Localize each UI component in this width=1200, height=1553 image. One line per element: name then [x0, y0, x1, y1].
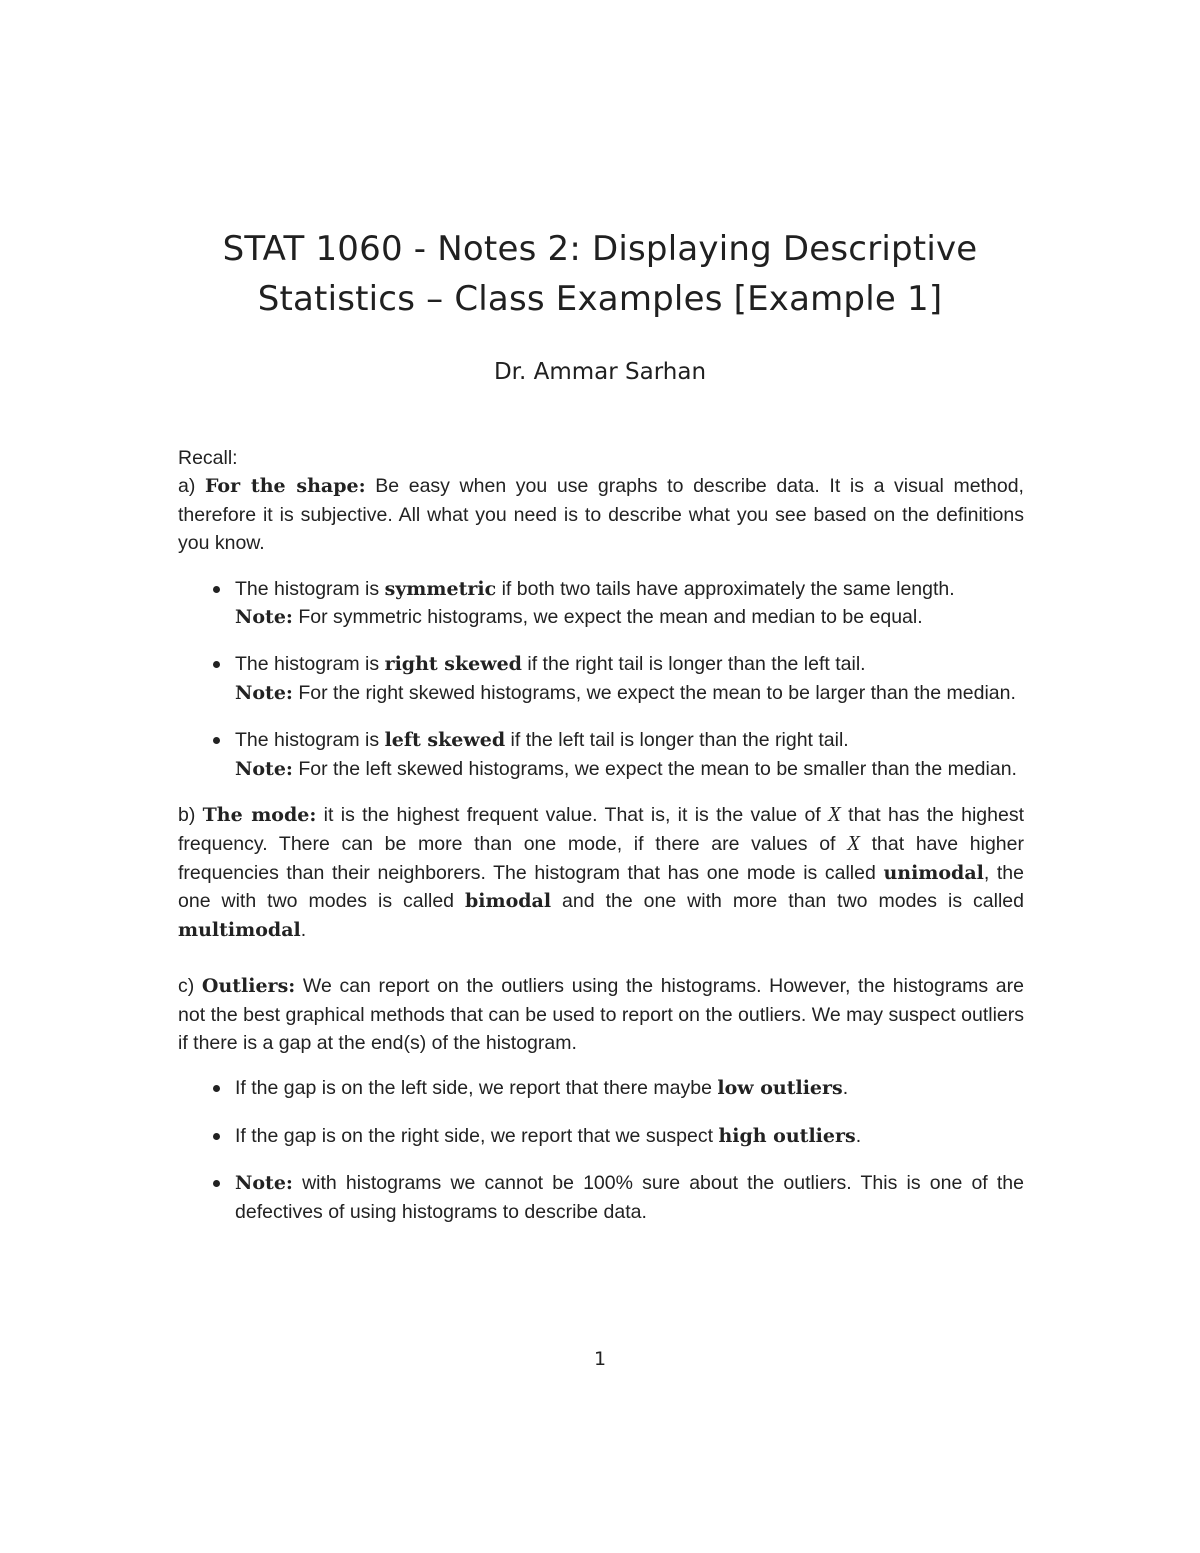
author-name: Dr. Ammar Sarhan: [493, 359, 707, 385]
term-high-outliers: high outliers: [718, 1124, 856, 1147]
term-multimodal: multimodal: [178, 918, 301, 941]
note-label: Note:: [235, 681, 293, 704]
section-b-heading: The mode:: [202, 804, 317, 827]
list-item: If the gap is on the left side, we report that there maybe low outliers.: [178, 1074, 1024, 1102]
section-c-paragraph: c) Outliers: We can report on the outliers using the histograms. However, the histograms are not the best graphical methods that can be used to report on the outliers. We may suspect outliers if there is a gap at the end(s) of the histogram.: [178, 975, 1024, 1054]
list-item: The histogram is right skewed if the right tail is longer than the left tail. Note: For the right skewed histograms, we expect the mean to be larger than the median.: [178, 650, 1024, 707]
term-symmetric: symmetric: [384, 577, 497, 600]
shape-bullet-list: [178, 575, 1024, 783]
note-label: Note:: [235, 1172, 293, 1195]
bullet-dot: [213, 737, 220, 744]
term-left-skewed: left skewed: [384, 729, 506, 752]
section-a-prefix: a): [178, 475, 205, 498]
title-line-2: Statistics – Class Examples [Example 1]: [257, 279, 943, 319]
note-label: Note:: [235, 606, 293, 629]
recall-label: Recall:: [178, 447, 238, 469]
document-body: [178, 444, 1024, 1226]
note-label: Note:: [235, 757, 293, 780]
bullet-dot: [213, 1085, 220, 1092]
list-item: Note: with histograms we cannot be 100% sure about the outliers. This is one of the defectives of using histograms to describe data.: [178, 1169, 1024, 1226]
section-a-text: Be easy when you use graphs to describe data. It is a visual method, therefore it is subjective. All what you need is to describe what you see based on the definitions you know.: [178, 475, 1024, 555]
section-b-paragraph: b) The mode: it is the highest frequent value. That is, it is the value of X that has the highest frequency. There can be more than one mode, if there are values of X that have higher frequencies than their neighborers. The histogram that has one mode is called unimodal, the one with two modes is called bimodal and the one with more than two modes is called multimodal.: [178, 802, 1025, 941]
term-unimodal: unimodal: [883, 861, 984, 884]
list-item: The histogram is symmetric if both two tails have approximately the same length. Note: For symmetric histograms, we expect the mean and median to be equal.: [178, 575, 1024, 632]
list-item: If the gap is on the right side, we report that we suspect high outliers.: [178, 1122, 1024, 1150]
page-number: 1: [593, 1348, 607, 1370]
term-bimodal: bimodal: [464, 890, 552, 913]
title-line-1: STAT 1060 - Notes 2: Displaying Descriptive: [222, 229, 978, 269]
section-a-paragraph: [178, 472, 1024, 557]
document-title: [150, 224, 1050, 324]
list-item: The histogram is left skewed if the left tail is longer than the right tail. Note: For the left skewed histograms, we expect the mean to be smaller than the median.: [178, 726, 1024, 783]
outliers-bullet-list: [178, 1074, 1024, 1226]
bullet-dot: [213, 661, 220, 668]
bullet-dot: [213, 1180, 220, 1187]
section-a-heading: For the shape:: [204, 475, 366, 498]
term-low-outliers: low outliers: [717, 1077, 843, 1100]
variable-x: X: [847, 831, 860, 856]
term-right-skewed: right skewed: [384, 653, 522, 676]
variable-x: X: [828, 802, 841, 827]
bullet-dot: [213, 1133, 220, 1140]
bullet-dot: [213, 586, 220, 593]
section-c-heading: Outliers:: [201, 975, 296, 998]
